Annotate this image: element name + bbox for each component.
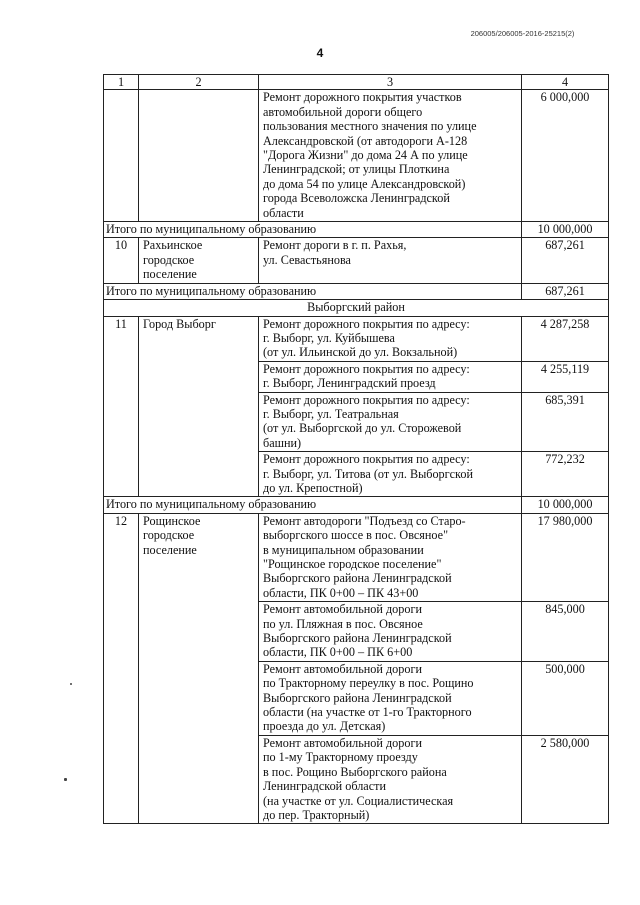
work-description: Ремонт автомобильной дороги по ул. Пляжная в пос. Овсяное Выборгского района Ленинградской области, ПК 0+00 – ПК 6+00 (259, 602, 522, 662)
amount: 17 980,000 (522, 513, 609, 601)
table-row (104, 90, 609, 222)
amount: 500,000 (522, 661, 609, 735)
scan-speck (70, 683, 72, 685)
total-row (104, 222, 609, 238)
table-row (104, 513, 609, 601)
municipality-name: Город Выборг (139, 316, 259, 497)
work-description: Ремонт дорожного покрытия по адресу: г. Выборг, Ленинградский проезд (259, 361, 522, 392)
amount: 845,000 (522, 602, 609, 662)
page-number: 4 (316, 46, 324, 60)
budget-table (103, 74, 609, 824)
total-row (104, 497, 609, 513)
municipality-name: Рахьинское городское поселение (139, 238, 259, 283)
header-col-2: 2 (139, 75, 259, 90)
district-row (104, 300, 609, 316)
amount: 4 255,119 (522, 361, 609, 392)
work-description: Ремонт автодороги "Подъезд со Старо- выборгского шоссе в пос. Овсяное" в муниципальном образовании "Рощинское городское поселение" Выборгского района Ленинградской области, ПК 0+00 – ПК 43+00 (259, 513, 522, 601)
table-row (104, 238, 609, 283)
header-col-1: 1 (104, 75, 139, 90)
amount: 772,232 (522, 452, 609, 497)
row-number: 11 (104, 316, 139, 497)
total-row (104, 283, 609, 299)
work-description: Ремонт дорожного покрытия по адресу: г. Выборг, ул. Титова (от ул. Выборгской до ул. Крепостной) (259, 452, 522, 497)
total-amount: 10 000,000 (522, 497, 609, 513)
amount: 685,391 (522, 392, 609, 452)
table-row (104, 316, 609, 361)
work-description: Ремонт автомобильной дороги по Тракторному переулку в пос. Рощино Выборгского района Ленинградской области (на участке от 1-го Тракторного проезда до ул. Детская) (259, 661, 522, 735)
municipality-name (139, 90, 259, 222)
municipality-name: Рощинское городское поселение (139, 513, 259, 824)
work-description: Ремонт дорожного покрытия участков автомобильной дороги общего пользования местного значения по улице Александровской (от автодороги А-128 "Дорога Жизни" до дома 24 А по улице Ленинградской; от улицы Плоткина до дома 54 по улице Александровской) города Всеволожска Ленинградской области (259, 90, 522, 222)
work-description: Ремонт дорожного покрытия по адресу: г. Выборг, ул. Куйбышева (от ул. Ильинской до ул. Вокзальной) (259, 316, 522, 361)
row-number: 12 (104, 513, 139, 824)
table-header-row (104, 75, 609, 90)
work-description: Ремонт автомобильной дороги по 1-му Тракторному проезду в пос. Рощино Выборгского района Ленинградской области (на участке от ул. Социалистическая до пер. Тракторный) (259, 735, 522, 823)
row-number (104, 90, 139, 222)
amount: 687,261 (522, 238, 609, 283)
header-col-3: 3 (259, 75, 522, 90)
amount: 6 000,000 (522, 90, 609, 222)
work-description: Ремонт дорожного покрытия по адресу: г. Выборг, ул. Театральная (от ул. Выборгской до ул. Сторожевой башни) (259, 392, 522, 452)
row-number: 10 (104, 238, 139, 283)
amount: 4 287,258 (522, 316, 609, 361)
work-description: Ремонт дороги в г. п. Рахья, ул. Севастьянова (259, 238, 522, 283)
total-label: Итого по муниципальному образованию (104, 222, 522, 238)
document-id: 206005/206005-2016-25215(2) (470, 29, 575, 38)
total-label: Итого по муниципальному образованию (104, 283, 522, 299)
total-amount: 687,261 (522, 283, 609, 299)
total-amount: 10 000,000 (522, 222, 609, 238)
scan-speck (64, 778, 67, 781)
header-col-4: 4 (522, 75, 609, 90)
amount: 2 580,000 (522, 735, 609, 823)
total-label: Итого по муниципальному образованию (104, 497, 522, 513)
district-name: Выборгский район (104, 300, 609, 316)
